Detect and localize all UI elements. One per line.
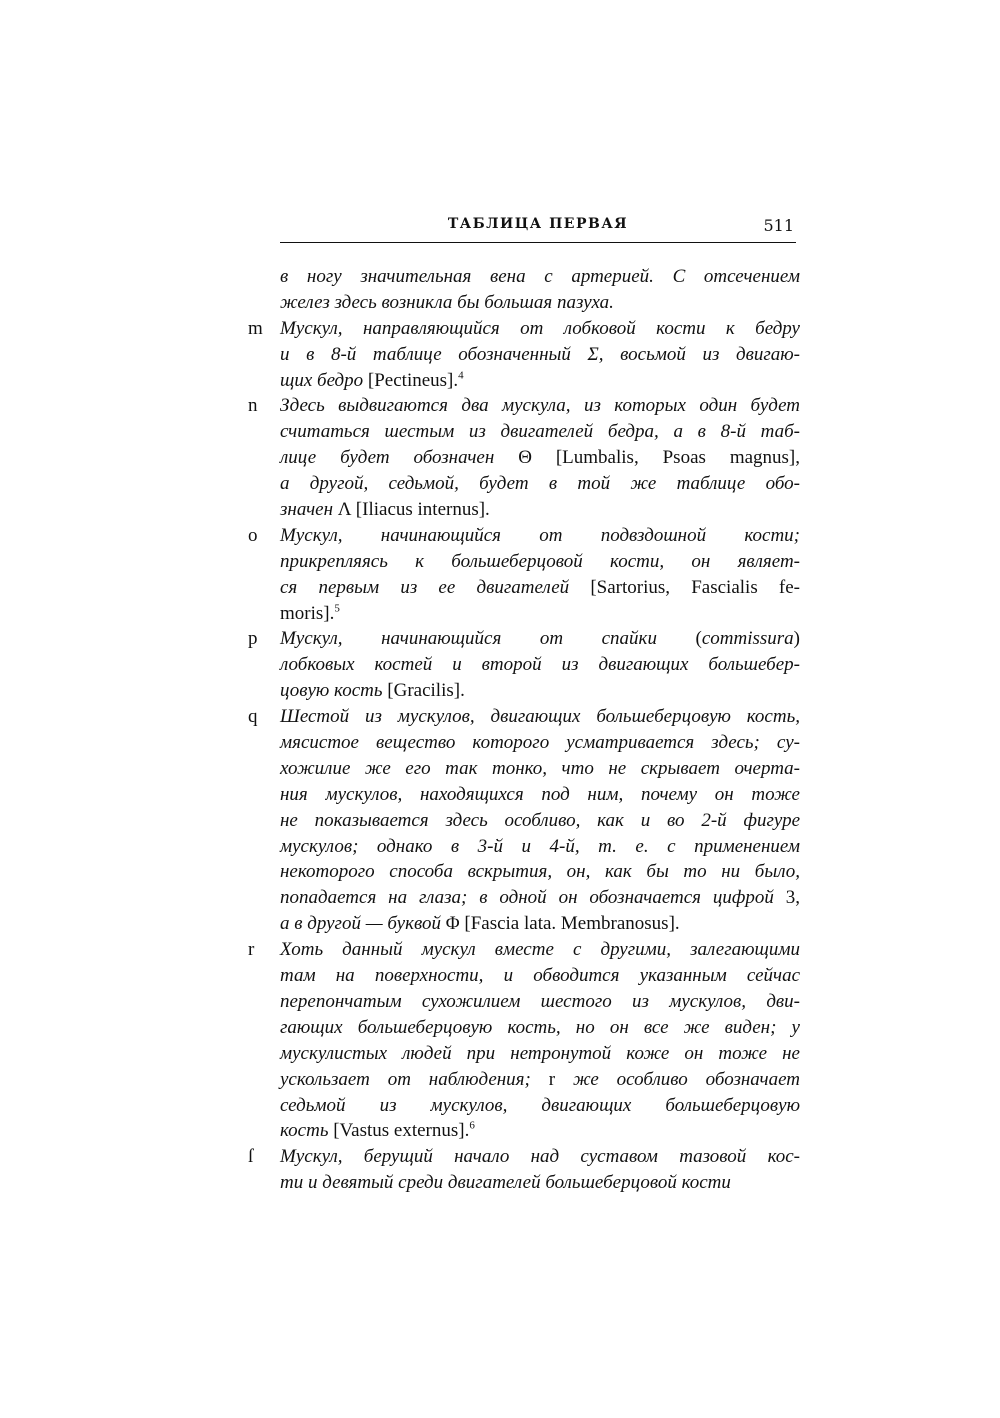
- entry-marker: m: [248, 317, 263, 339]
- text-run: ти и девятый среди двигателей большеберцовой кости: [280, 1172, 731, 1194]
- entry-marker: r: [248, 939, 255, 961]
- text-run: Шестой из мускулов, двигающих большеберцовую кость,: [280, 706, 800, 728]
- text-line: [280, 471, 800, 497]
- annotation-entry: [248, 937, 801, 1144]
- running-title: ТАБЛИЦА ПЕРВАЯ: [447, 216, 629, 232]
- entry-marker: n: [248, 395, 258, 417]
- text-run: Мускул, начинающийся от подвздошной кости;: [280, 524, 800, 546]
- page-number: 511: [763, 216, 794, 235]
- text-run: лице будет обозначен: [280, 447, 519, 469]
- text-run: Здесь выдвигаются два мускула, из которых один будет: [280, 395, 800, 417]
- text-line: [280, 730, 800, 756]
- text-run: commissura: [701, 628, 794, 650]
- text-line: [280, 678, 800, 704]
- text-run: Λ [Iliacus internus].: [337, 499, 490, 521]
- text-line: [280, 652, 800, 678]
- text-run: ся первым из ее двигателей: [280, 576, 591, 598]
- text-line: [280, 834, 800, 860]
- text-line: [280, 963, 800, 989]
- text-line: [280, 756, 800, 782]
- text-line: [280, 290, 800, 316]
- annotation-entry: [280, 264, 800, 316]
- entry-marker: q: [248, 706, 258, 728]
- text-run: там на поверхности, и обводится указанным сейчас: [280, 965, 800, 987]
- text-line: [248, 1144, 800, 1170]
- text-line: [280, 1170, 800, 1196]
- text-run: лобковых костей и второй из двигающих большебер-: [280, 654, 800, 676]
- text-run: [Pectineus].: [367, 369, 459, 391]
- text-run: ускользает от наблюдения;: [280, 1068, 549, 1090]
- text-line: [280, 782, 800, 808]
- text-run: не показывается здесь особливо, как и во 2-й фигуре: [280, 809, 800, 831]
- text-line: [248, 704, 800, 730]
- text-run: [Vastus externus].: [333, 1120, 470, 1142]
- text-line: [280, 601, 800, 627]
- text-run: мускулов; однако в 3-й и 4-й, т. е. с применением: [280, 835, 800, 857]
- text-run: попадается на глаза; в одной он обозначается цифрой: [280, 887, 786, 909]
- text-run: прикрепляясь к большеберцовой кости, он являет-: [280, 550, 800, 572]
- text-run: седьмой из мускулов, двигающих большеберцовую: [280, 1094, 800, 1116]
- text-run: Мускул, берущий начало над суставом тазовой кос-: [280, 1146, 800, 1168]
- text-line: [280, 1067, 800, 1093]
- annotation-entry: [248, 704, 800, 937]
- text-line: [280, 989, 800, 1015]
- text-run: хожилие же его так тонко, что не скрывает очерта-: [280, 757, 800, 779]
- footnote-ref: 4: [458, 369, 464, 382]
- text-run: Φ [Fascia lata. Membranosus].: [445, 913, 680, 935]
- text-line: [280, 911, 800, 937]
- body-text: [248, 264, 801, 1196]
- annotation-entry: [248, 1144, 800, 1196]
- text-line: [248, 937, 800, 963]
- text-run: цовую кость: [280, 680, 388, 702]
- annotation-entry: [248, 626, 800, 704]
- footnote-ref: 6: [469, 1120, 475, 1133]
- text-run: ния мускулов, находящихся под ним, почему он тоже: [280, 783, 800, 805]
- footnote-ref: 5: [334, 602, 340, 615]
- text-run: Мускул, начинающийся от спайки: [280, 628, 696, 650]
- text-run: 3,: [785, 887, 800, 909]
- text-line: [280, 497, 800, 523]
- text-line: [280, 575, 800, 601]
- text-line: [280, 1015, 800, 1041]
- text-run: [Sartorius, Fascialis fe-: [590, 576, 800, 598]
- text-line: [248, 316, 800, 342]
- entry-marker: p: [248, 628, 258, 650]
- text-run: (: [695, 628, 702, 650]
- text-run: r: [548, 1068, 556, 1090]
- annotation-entry: [248, 523, 800, 627]
- text-line: [280, 1041, 800, 1067]
- annotation-entry: [248, 316, 800, 394]
- text-line: [280, 549, 800, 575]
- entry-marker: o: [248, 524, 258, 546]
- text-run: кость: [280, 1120, 334, 1142]
- text-run: некоторого способа вскрытия, он, как бы то ни было,: [280, 861, 800, 883]
- text-run: moris].: [280, 602, 335, 624]
- text-line: [280, 368, 800, 394]
- text-line: [248, 393, 800, 419]
- text-run: считаться шестым из двигателей бедра, а в 8-й таб-: [280, 421, 800, 443]
- text-run: Мускул, направляющийся от лобковой кости к бедру: [280, 317, 800, 339]
- text-run: Хоть данный мускул вместе с другими, залегающими: [280, 939, 800, 961]
- text-line: [280, 1118, 800, 1144]
- text-line: [248, 626, 800, 652]
- text-line: [280, 419, 800, 445]
- text-run: а в другой — буквой: [280, 913, 446, 935]
- page-header: [280, 212, 796, 243]
- text-run: желез здесь возникла бы большая пазуха.: [280, 291, 614, 313]
- text-run: гающих большеберцовую кость, но он все же виден; у: [280, 1016, 800, 1038]
- text-line: [280, 445, 800, 471]
- text-line: [280, 264, 800, 290]
- text-run: мускулистых людей при нетронутой коже он тоже не: [280, 1042, 800, 1064]
- text-line: [280, 859, 800, 885]
- entry-marker: ſ: [248, 1146, 254, 1168]
- text-run: а другой, седьмой, будет в той же таблице обо-: [280, 473, 800, 495]
- text-run: [Gracilis].: [387, 680, 465, 702]
- text-line: [280, 885, 800, 911]
- annotation-entry: [248, 393, 800, 522]
- text-run: перепончатым сухожилием шестого из мускулов, дви-: [280, 990, 800, 1012]
- text-run: ): [793, 628, 800, 650]
- text-run: Θ [Lumbalis, Psoas magnus],: [518, 447, 800, 469]
- text-line: [280, 808, 800, 834]
- text-run: щих бедро: [280, 369, 368, 391]
- text-line: [248, 523, 800, 549]
- text-run: и в 8-й таблице обозначенный Σ, восьмой из двигаю-: [280, 343, 800, 365]
- text-run: в ногу значительная вена с артерией. С отсечением: [280, 266, 800, 287]
- text-line: [280, 342, 800, 368]
- text-run: мясистое вещество которого усматривается здесь; су-: [280, 732, 800, 754]
- text-run: значен: [280, 499, 338, 521]
- text-run: же особливо обозначает: [555, 1068, 801, 1090]
- text-line: [280, 1093, 800, 1119]
